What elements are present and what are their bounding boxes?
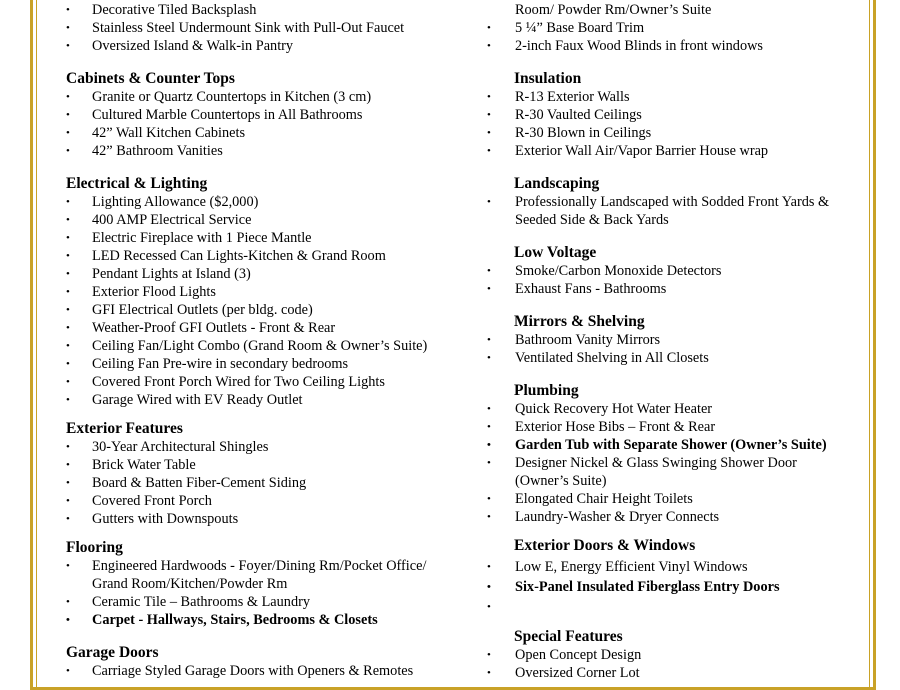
bullet-icon: • — [66, 214, 70, 226]
bullet-icon: • — [66, 376, 70, 388]
bullet-icon: • — [66, 40, 70, 52]
bullet-icon: • — [66, 459, 70, 471]
list-item: • Electric Fireplace with 1 Piece Mantle — [66, 230, 312, 246]
section-heading: Electrical & Lighting — [66, 175, 208, 192]
bullet-icon: • — [487, 493, 491, 505]
bullet-icon: • — [487, 91, 491, 103]
section-landscaping — [487, 175, 857, 229]
bullet-icon: • — [487, 334, 491, 346]
section-heading: Garage Doors — [66, 644, 159, 661]
section-special-features — [487, 628, 857, 682]
bullet-icon: • — [487, 511, 491, 523]
list-item: • Low E, Energy Efficient Vinyl Windows — [487, 559, 748, 575]
list-item: • Six-Panel Insulated Fiberglass Entry Doors — [487, 579, 780, 595]
list-item: • Covered Front Porch Wired for Two Ceiling Lights — [66, 374, 385, 390]
bullet-icon: • — [66, 394, 70, 406]
bullet-icon: • — [487, 145, 491, 157]
list-item: • Stainless Steel Undermount Sink with Pull-Out Faucet — [66, 20, 405, 36]
list-item: • Ceiling Fan/Light Combo (Grand Room & Owner’s Suite) — [66, 338, 428, 354]
list-item-continued: Room/ Powder Rm/Owner’s Suite — [515, 2, 712, 18]
bullet-icon: • — [66, 441, 70, 453]
section-exterior-features — [66, 420, 466, 528]
interior-list-continued — [487, 1, 857, 55]
list-item: • Ceiling Fan Pre-wire in secondary bedrooms — [66, 356, 349, 372]
section-heading: Flooring — [66, 539, 123, 556]
bullet-icon: • — [66, 127, 70, 139]
bullet-icon: • — [487, 649, 491, 661]
section-heading: Insulation — [514, 70, 582, 87]
list-item: • Exterior Hose Bibs – Front & Rear — [487, 419, 716, 435]
bullet-icon: • — [487, 283, 491, 295]
list-item: • GFI Electrical Outlets (per bldg. code) — [66, 302, 313, 318]
list-item: • Engineered Hardwoods - Foyer/Dining Rm/Pocket Office/ Grand Room/Kitchen/Powder Rm — [66, 558, 427, 592]
section-plumbing — [487, 382, 857, 526]
section-electrical — [66, 175, 466, 409]
list-item: • Pendant Lights at Island (3) — [66, 266, 251, 282]
list-item: • Quick Recovery Hot Water Heater — [487, 401, 713, 417]
list-item: • 2-inch Faux Wood Blinds in front windows — [487, 38, 763, 54]
kitchen-list-continued — [66, 1, 466, 55]
bullet-icon: • — [487, 109, 491, 121]
list-item: • Oversized Corner Lot — [487, 665, 640, 681]
list-item: • Board & Batten Fiber-Cement Siding — [66, 475, 307, 491]
section-cabinets — [66, 70, 466, 160]
list-item: • Covered Front Porch — [66, 493, 212, 509]
bullet-icon: • — [66, 286, 70, 298]
bullet-icon: • — [66, 232, 70, 244]
list-item: • 5 ¼” Base Board Trim — [487, 20, 645, 36]
bullet-icon: • — [487, 40, 491, 52]
bullet-icon: • — [66, 268, 70, 280]
list-item: • 30-Year Architectural Shingles — [66, 439, 269, 455]
section-heading: Mirrors & Shelving — [514, 313, 645, 330]
bullet-icon: • — [66, 340, 70, 352]
bullet-icon: • — [66, 250, 70, 262]
list-item: • 42” Bathroom Vanities — [66, 143, 223, 159]
list-item: • Designer Nickel & Glass Swinging Shower Door (Owner’s Suite) — [487, 455, 797, 489]
list-item: • Exterior Flood Lights — [66, 284, 216, 300]
section-mirrors-shelving — [487, 313, 857, 367]
list-item: • Smoke/Carbon Monoxide Detectors — [487, 263, 722, 279]
list-item: • Exterior Wall Air/Vapor Barrier House wrap — [487, 143, 769, 159]
list-item: • Brick Water Table — [66, 457, 196, 473]
list-item: • Gutters with Downspouts — [66, 511, 239, 527]
bullet-icon: • — [487, 22, 491, 34]
list-item: • Weather-Proof GFI Outlets - Front & Rear — [66, 320, 336, 336]
section-insulation — [487, 70, 857, 160]
bullet-icon: • — [66, 665, 70, 677]
list-item: • Decorative Tiled Backsplash — [66, 2, 257, 18]
section-heading: Low Voltage — [514, 244, 597, 261]
list-item: • LED Recessed Can Lights-Kitchen & Grand Room — [66, 248, 386, 264]
list-item: • Garden Tub with Separate Shower (Owner’s Suite) — [487, 437, 827, 453]
bullet-icon: • — [66, 495, 70, 507]
bullet-icon: • — [487, 667, 491, 679]
list-item: • Elongated Chair Height Toilets — [487, 491, 693, 507]
list-item: • R-30 Blown in Ceilings — [487, 125, 652, 141]
bullet-icon: • — [66, 109, 70, 121]
list-item: • Carriage Styled Garage Doors with Openers & Remotes — [66, 663, 414, 679]
list-item: • Ventilated Shelving in All Closets — [487, 350, 709, 366]
bullet-icon: • — [66, 358, 70, 370]
list-item: • Oversized Island & Walk-in Pantry — [66, 38, 294, 54]
section-low-voltage — [487, 244, 857, 298]
list-item: • Exhaust Fans - Bathrooms — [487, 281, 667, 297]
section-heading: Landscaping — [514, 175, 600, 192]
bullet-icon: • — [487, 439, 491, 451]
list-item: • Cultured Marble Countertops in All Bathrooms — [66, 107, 363, 123]
bullet-icon: • — [66, 304, 70, 316]
section-exterior-doors-windows — [487, 537, 857, 617]
list-item: • Ceramic Tile – Bathrooms & Laundry — [66, 594, 311, 610]
bullet-icon: • — [487, 561, 491, 573]
list-item: • Lighting Allowance ($2,000) — [66, 194, 259, 210]
bullet-icon: • — [487, 352, 491, 364]
list-item: • Bathroom Vanity Mirrors — [487, 332, 661, 348]
bullet-icon: • — [487, 581, 491, 593]
section-heading: Plumbing — [514, 382, 579, 399]
bullet-icon: • — [487, 127, 491, 139]
section-heading: Exterior Features — [66, 420, 183, 437]
list-item: • Professionally Landscaped with Sodded Front Yards & Seeded Side & Back Yards — [487, 194, 830, 228]
list-item: • R-30 Vaulted Ceilings — [487, 107, 642, 123]
list-item: • Garage Wired with EV Ready Outlet — [66, 392, 303, 408]
section-heading: Cabinets & Counter Tops — [66, 70, 235, 87]
bullet-icon: • — [66, 196, 70, 208]
bullet-icon: • — [66, 477, 70, 489]
list-item: • Laundry-Washer & Dryer Connects — [487, 509, 720, 525]
bullet-icon: • — [487, 403, 491, 415]
bullet-icon: • — [66, 560, 70, 572]
bullet-icon: • — [487, 601, 491, 613]
left-column — [66, 1, 466, 680]
list-item: • 42” Wall Kitchen Cabinets — [66, 125, 246, 141]
right-column — [487, 1, 857, 682]
bullet-icon: • — [66, 4, 70, 16]
section-heading: Special Features — [514, 628, 623, 645]
bullet-icon: • — [66, 596, 70, 608]
bullet-icon: • — [66, 614, 70, 626]
section-flooring — [66, 539, 466, 629]
bullet-icon: • — [66, 22, 70, 34]
bullet-icon: • — [487, 196, 491, 208]
bullet-icon: • — [487, 265, 491, 277]
bullet-icon: • — [66, 513, 70, 525]
bullet-icon: • — [66, 91, 70, 103]
list-item: • Carpet - Hallways, Stairs, Bedrooms & Closets — [66, 612, 378, 628]
bullet-icon: • — [66, 322, 70, 334]
section-heading: Exterior Doors & Windows — [514, 537, 696, 554]
list-item: • Granite or Quartz Countertops in Kitchen (3 cm) — [66, 89, 372, 105]
bullet-icon: • — [66, 145, 70, 157]
list-item: • R-13 Exterior Walls — [487, 89, 630, 105]
list-item: • Open Concept Design — [487, 647, 642, 663]
list-item-empty — [487, 597, 857, 617]
bullet-icon: • — [487, 421, 491, 433]
bullet-icon: • — [487, 457, 491, 469]
list-item: • 400 AMP Electrical Service — [66, 212, 252, 228]
